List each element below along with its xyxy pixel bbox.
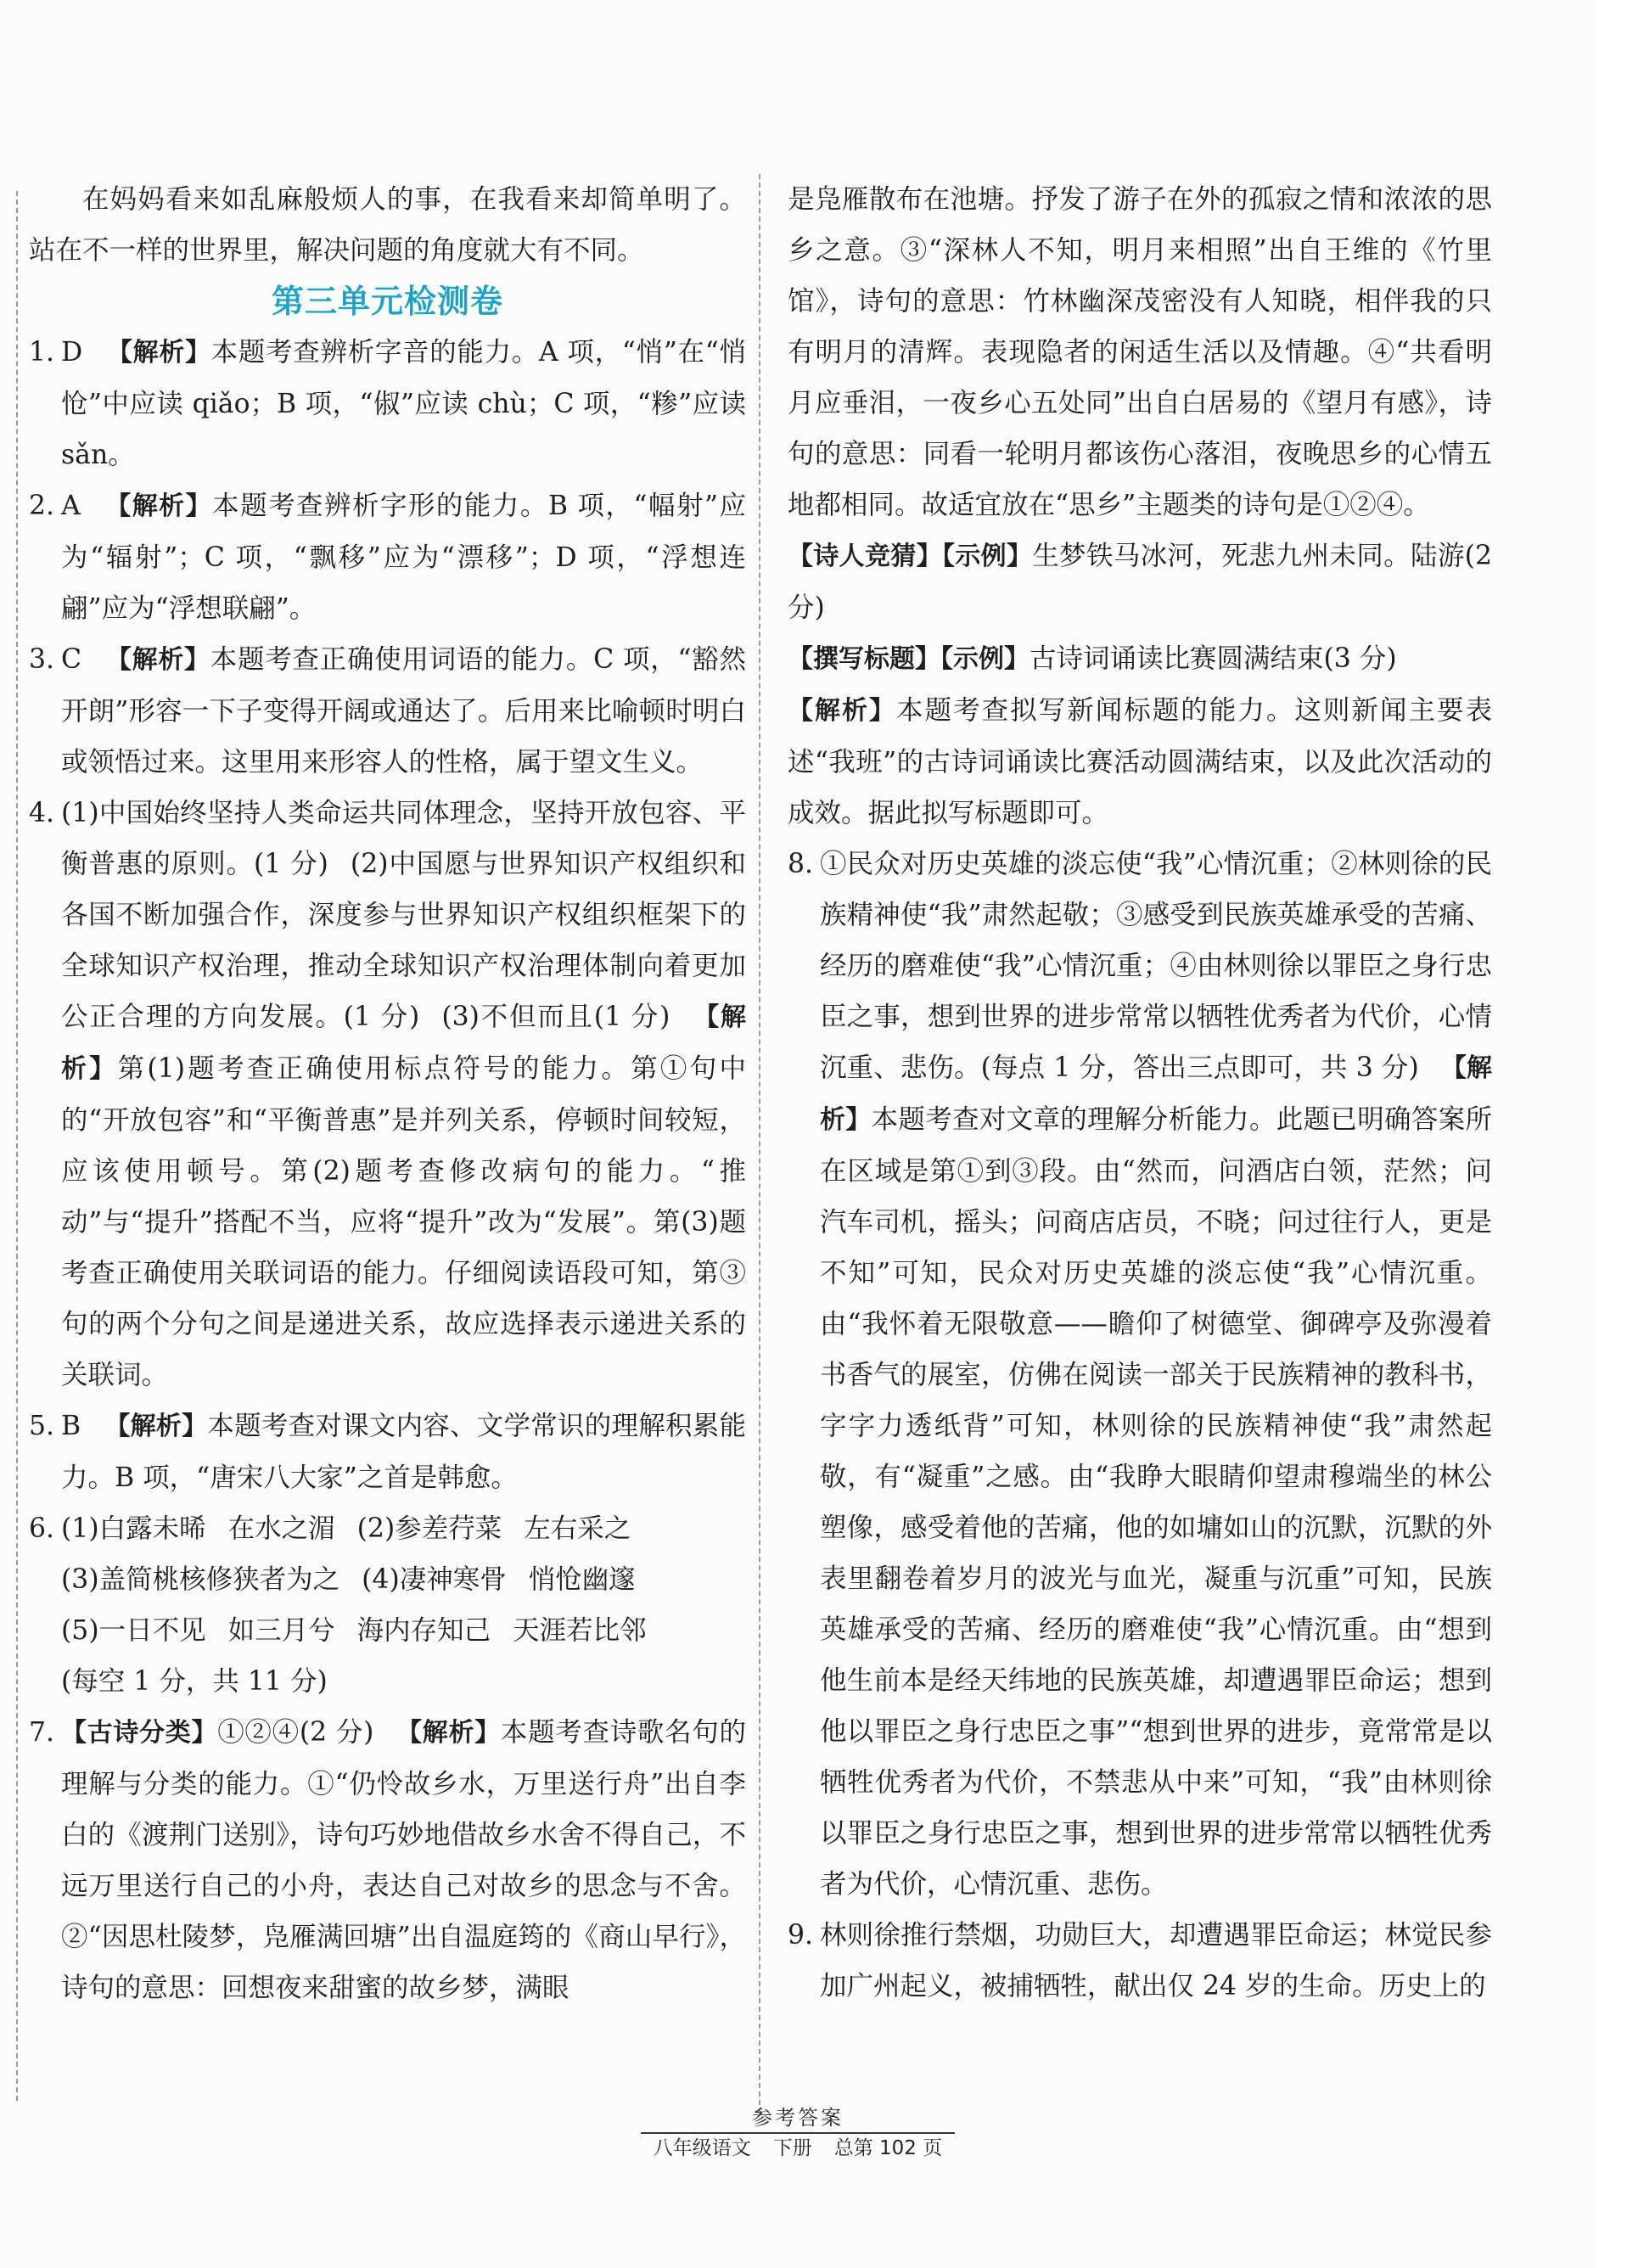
answer-item-1: 1. D 【解析】本题考查辨析字音的能力。A 项，“悄”在“悄怆”中应读 qiǎo；B 项，“俶”应读 chù；C 项，“糁”应读 sǎn。 [29,337,747,470]
analysis-text: 本题考查对课文内容、文学常识的理解积累能力。B 项，“唐宋八大家”之首是韩愈。 [61,1411,746,1493]
item7-continued: 是凫雁散布在池塘。抒发了游子在外的孤寂之情和浓浓的思乡之意。③“深林人不知，明月来相照”出自王维的《竹里馆》，诗句的意思：竹林幽深茂密没有人知晓，相伴我的只有明月的清辉。表现隐者的闲适生活以及情趣。④“共看明月应垂泪，一夜乡心五处同”出自白居易的《望月有感》，诗句的意思：同看一轮明月都该伤心落泪，夜晚思乡的心情五地都相同。故适宜放在“思乡”主题类的诗句是①②④。 [788,184,1492,520]
left-column [29,174,746,2013]
recitation-line-2: (3)盖简桃核修狭者为之 (4)凄神寒骨 悄怆幽邃 [61,1564,636,1595]
analysis-text: 本题考查对文章的理解分析能力。此题已明确答案所在区域是第①到③段。由“然而，问酒店白领，茫然；问汽车司机，摇头；问商店店员，不晓；问过往行人，更是不知”可知，民众对历史英雄的淡忘使“我”心情沉重。由“我怀着无限敬意——瞻仰了树德堂、御碑亭及弥漫着书香气的展室，仿佛在阅读一部关于民族精神的教科书，字字力透纸背”可知，林则徐的民族精神使“我”肃然起敬，有“凝重”之感。由“我睁大眼睛仰望肃穆端坐的林公塑像，感受着他的苦痛，他的如墉如山的沉默，沉默的外表里翻卷着岁月的波光与血光，凝重与沉重”可知，民族英雄承受的苦痛、经历的磨难使“我”心情沉重。由“想到他生前本是经天纬地的民族英雄，却遭遇罪臣命运；想到他以罪臣之身行忠臣之事”“想到世界的进步，竟常常是以牺牲优秀者为代价，不禁悲从中来”可知，“我”由林则徐以罪臣之身行忠臣之事，想到世界的进步常常以牺牲优秀者为代价，心情沉重、悲伤。 [820,1104,1492,1900]
answer-item-9: 9. 林则徐推行禁烟，功勋巨大，却遭遇罪臣命运；林觉民参加广州起义，被捕牺牲，献出仅 24 岁的生命。历史上的 [788,1910,1492,2012]
page-number: 总第 102 页 [833,2137,943,2159]
analysis-text: 本题考查正确使用词语的能力。C 项，“豁然开朗”形容一下子变得开阔或通达了。后用来比喻顿时明白或领悟过来。这里用来形容人的性格，属于望文生义。 [61,644,746,778]
answer-part-1: (1)中国始终坚持人类命运共同体理念，坚持开放包容、平衡普惠的原则。(1 分) [61,798,746,879]
analysis-tag: 【解析】 [61,1002,747,1084]
answer-item-4: 4. (1)中国始终坚持人类命运共同体理念，坚持开放包容、平衡普惠的原则。(1 分) (2)中国愿与世界知识产权组织和各国不断加强合作，深度参与世界知识产权组织框架下的全球知识产权治理，推动全球知识产权治理体制向着更加公正合理的方向发展。(1 分) (3)不但而且(1 分) 【解析】第(1)题考查正确使用标点符号的能力。第①句中的“开放包容”和“平衡普惠”是并列关系，停顿时间较短，应该使用顿号。第(2)题考查修改病句的能力。“推动”与“提升”搭配不当，应将“提升”改为“发展”。第(3)题考查正确使用关联词语的能力。仔细阅读语段可知，第③句的两个分句之间是递进关系，故应选择表示递进关系的关联词。 [29,798,747,1390]
answer-text: 林则徐推行禁烟，功勋巨大，却遭遇罪臣命运；林觉民参加广州起义，被捕牺牲，献出仅 24 岁的生命。历史上的 [820,1920,1492,2001]
write-title: 【撰写标题】【示例】古诗词诵读比赛圆满结束(3 分) [788,643,1397,674]
analysis-tag: 【解析】 [104,491,213,521]
analysis-tag: 【解析】 [820,1053,1493,1135]
intro-paragraph: 在妈妈看来如乱麻般烦人的事，在我看来却简单明了。站在不一样的世界里，解决问题的角度就大有不同。 [29,184,746,266]
analysis-tag: 【解析】 [104,1412,208,1441]
analysis-text: 本题考查诗歌名句的理解与分类的能力。①“仍怜故乡水，万里送行舟”出自李白的《渡荆门送别》，诗句巧妙地借故乡水舍不得自己，不远万里送行自己的小舟，表达自己对故乡的思念与不舍。②“因思杜陵梦，凫雁满回塘”出自温庭筠的《商山早行》，诗句的意思：回想夜来甜蜜的故乡梦，满眼 [61,1717,747,2003]
answer-item-5: 5. B 【解析】本题考查对课文内容、文学常识的理解积累能力。B 项，“唐宋八大家”之首是韩愈。 [29,1411,746,1493]
answer-choice: ①②④(2 分) [217,1717,374,1748]
recitation-line-3: (5)一日不见 如三月兮 海内存知己 天涯若比邻 [61,1615,647,1646]
analysis-text: 本题考查辨析字音的能力。A 项，“悄”在“悄怆”中应读 qiǎo；B 项，“俶”应读 chù；C 项，“糁”应读 sǎn。 [61,337,747,470]
right-column [788,174,1492,2012]
answer-choice: A [61,491,81,521]
poet-guess: 【诗人竞猜】【示例】生梦铁马冰河，死悲九州未同。陆游(2 分) [788,541,1493,623]
title-analysis: 【解析】本题考查拟写新闻标题的能力。这则新闻主要表述“我班”的古诗词诵读比赛活动圆满结束，以及此次活动的成效。据此拟写标题即可。 [788,695,1492,828]
answer-item-2: 2. A 【解析】本题考查辨析字形的能力。B 项，“幅射”应为“辐射”；C 项，“飘移”应为“漂移”；D 项，“浮想连翩”应为“浮想联翩”。 [29,491,747,624]
footer-info: 八年级语文 下册 总第 102 页 [653,2137,943,2159]
recitation-line-1: (1)白露未晞 在水之湄 (2)参差荇菜 左右采之 [61,1513,631,1544]
score-note: (每空 1 分，共 11 分) [61,1666,328,1697]
page-edge [1596,0,1627,2268]
analysis-tag: 【解析】 [105,645,210,675]
answer-choice: C [61,644,82,675]
poem-category-tag: 【古诗分类】 [61,1718,218,1748]
answer-part-3: (3)不但而且(1 分) [441,1002,670,1032]
answer-choice: D [61,337,83,368]
answer-item-3: 3. C 【解析】本题考查正确使用词语的能力。C 项，“豁然开朗”形容一下子变得开阔或通达了。后用来比喻顿时明白或领悟过来。这里用来形容人的性格，属于望文生义。 [29,644,746,778]
analysis-text: 本题考查辨析字形的能力。B 项，“幅射”应为“辐射”；C 项，“飘移”应为“漂移”；D 项，“浮想连翩”应为“浮想联翩”。 [61,491,747,624]
answer-part-2: (2)中国愿与世界知识产权组织和各国不断加强合作，深度参与世界知识产权组织框架下的全球知识产权治理，推动全球知识产权治理体制向着更加公正合理的方向发展。(1 分) [61,849,746,1032]
answer-choice: B [61,1411,81,1441]
analysis-text: 第(1)题考查正确使用标点符号的能力。第①句中的“开放包容”和“平衡普惠”是并列关系，停顿时间较短，应该使用顿号。第(2)题考查修改病句的能力。“推动”与“提升”搭配不当，应将“提升”改为“发展”。第(3)题考查正确使用关联词语的能力。仔细阅读语段可知，第③句的两个分句之间是递进关系，故应选择表示递进关系的关联词。 [61,1053,747,1390]
column-divider [759,174,760,2114]
page-footer [0,2103,1596,2163]
section-heading: 第三单元检测卷 [271,283,503,320]
answer-item-7: 7. 【古诗分类】①②④(2 分) 【解析】本题考查诗歌名句的理解与分类的能力。①“仍怜故乡水，万里送行舟”出自李白的《渡荆门送别》，诗句巧妙地借故乡水舍不得自己，不远万里送行自己的小舟，表达自己对故乡的思念与不舍。②“因思杜陵梦，凫雁满回塘”出自温庭筠的《商山早行》，诗句的意思：回想夜来甜蜜的故乡梦，满眼 [29,1717,747,2003]
footer-label: 参考答案 [752,2106,844,2130]
answer-item-6: 6. (1)白露未晞 在水之湄 (2)参差荇菜 左右采之 (3)盖简桃核修狭者为之 (4)凄神寒骨 悄怆幽邃 (5)一日不见 如三月兮 海内存知己 天涯若比邻 (每空 1 分，共 11 分) [29,1503,746,1707]
answer-text: ①民众对历史英雄的淡忘使“我”心情沉重；②林则徐的民族精神使“我”肃然起敬；③感受到民族英雄承受的苦痛、经历的磨难使“我”心情沉重；④由林则徐以罪臣之身行忠臣之事，想到世界的进步常常以牺牲优秀者为代价，心情沉重、悲伤。(每点 1 分，答出三点即可，共 3 分) [820,849,1492,1083]
analysis-tag: 【解析】 [396,1718,501,1748]
left-margin-rule [16,191,18,2101]
answer-item-8: 8. ①民众对历史英雄的淡忘使“我”心情沉重；②林则徐的民族精神使“我”肃然起敬；③感受到民族英雄承受的苦痛、经历的磨难使“我”心情沉重；④由林则徐以罪臣之身行忠臣之事，想到世界的进步常常以牺牲优秀者为代价，心情沉重、悲伤。(每点 1 分，答出三点即可，共 3 分) 【解析】本题考查对文章的理解分析能力。此题已明确答案所在区域是第①到③段。由“然而，问酒店白领，茫然；问汽车司机，摇头；问商店店员，不晓；问过往行人，更是不知”可知，民众对历史英雄的淡忘使“我”心情沉重。由“我怀着无限敬意——瞻仰了树德堂、御碑亭及弥漫着书香气的展室，仿佛在阅读一部关于民族精神的教科书，字字力透纸背”可知，林则徐的民族精神使“我”肃然起敬，有“凝重”之感。由“我睁大眼睛仰望肃穆端坐的林公塑像，感受着他的苦痛，他的如墉如山的沉默，沉默的外表里翻卷着岁月的波光与血光，凝重与沉重”可知，民族英雄承受的苦痛、经历的磨难使“我”心情沉重。由“想到他生前本是经天纬地的民族英雄，却遭遇罪臣命运；想到他以罪臣之身行忠臣之事”“想到世界的进步，竟常常是以牺牲优秀者为代价，不禁悲从中来”可知，“我”由林则徐以罪臣之身行忠臣之事，想到世界的进步常常以牺牲优秀者为代价，心情沉重、悲伤。 [788,849,1493,1900]
analysis-tag: 【解析】 [106,338,211,368]
